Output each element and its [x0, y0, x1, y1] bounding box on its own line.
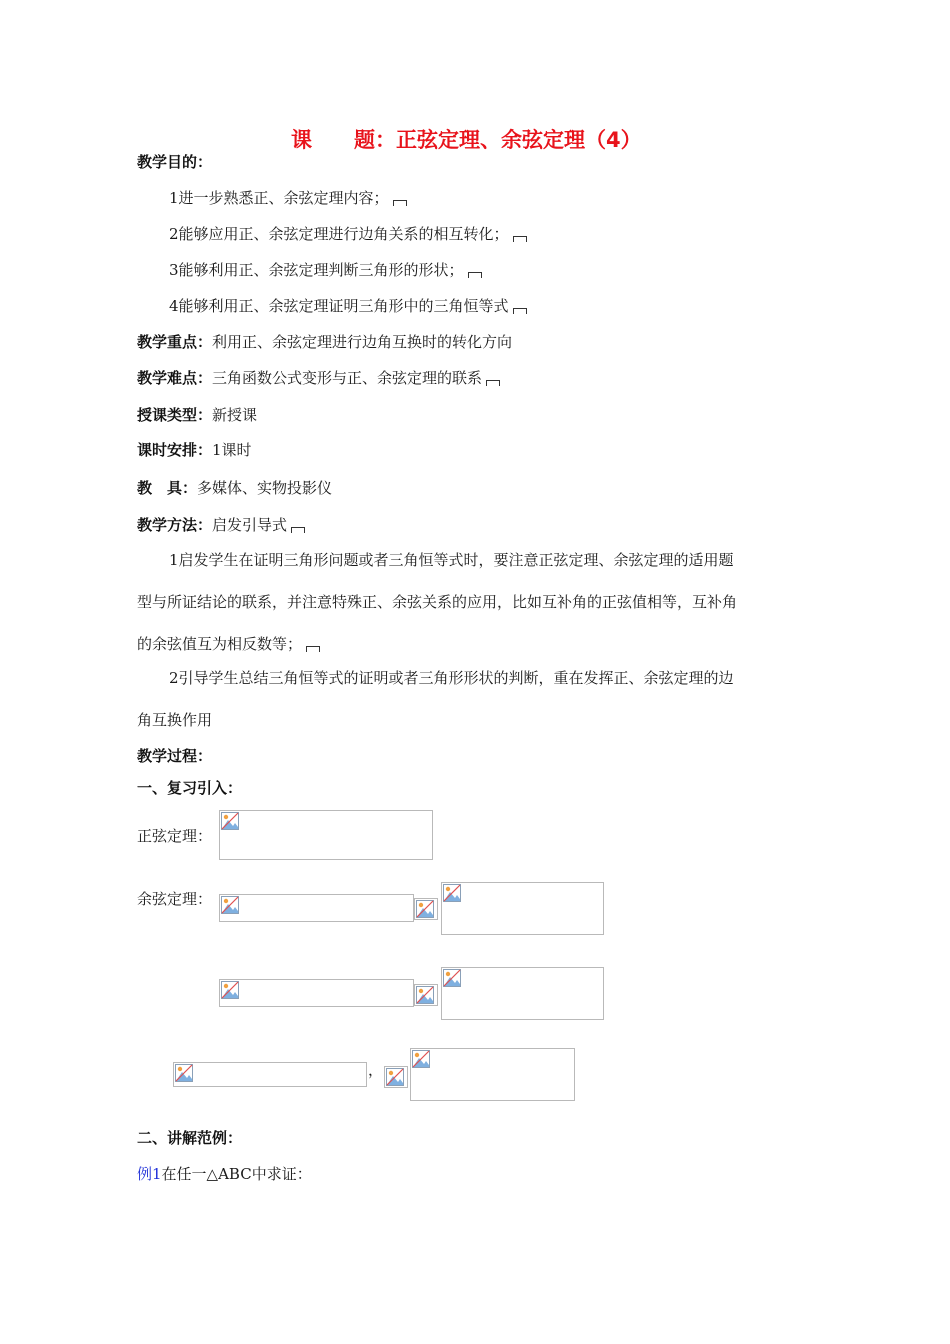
broken-image-icon [412, 1050, 430, 1068]
broken-image-icon [221, 896, 239, 914]
broken-image-icon [175, 1064, 193, 1082]
schedule: 课时安排：1课时 [137, 441, 252, 459]
paragraph-mark-icon [393, 200, 407, 206]
broken-image-icon [416, 900, 434, 918]
objectives-heading: 教学目的： [137, 153, 213, 171]
sine-law-label: 正弦定理： [137, 827, 213, 845]
cosine-formula-image-5 [414, 984, 438, 1006]
method-para2-line2: 角互换作用 [137, 711, 213, 729]
page-title: 课 题：正弦定理、余弦定理（4） [291, 128, 642, 152]
formula-comma: ， [368, 1061, 384, 1079]
method-para1-line1: 1启发学生在证明三角形问题或者三角恒等式时，要注意正弦定理、余弦定理的适用题 [169, 551, 734, 569]
process-heading: 教学过程： [137, 747, 213, 765]
teaching-method: 教学方法：启发引导式 [137, 515, 305, 535]
broken-image-icon [386, 1068, 404, 1086]
paragraph-mark-icon [486, 380, 500, 386]
cosine-formula-image-9 [410, 1048, 575, 1101]
key-point: 教学重点：利用正、余弦定理进行边角互换时的转化方向 [137, 333, 513, 351]
cosine-formula-image-3 [441, 882, 604, 935]
paragraph-mark-icon [291, 527, 305, 533]
cosine-formula-image-8 [384, 1066, 408, 1088]
method-para1-line3: 的余弦值互为相反数等； [137, 634, 320, 654]
paragraph-mark-icon [468, 272, 482, 278]
cosine-law-label: 余弦定理： [137, 890, 213, 908]
example-1-label: 例1 [137, 1165, 162, 1183]
paragraph-mark-icon [513, 236, 527, 242]
example-1: 例1在任一△ABC中求证： [137, 1165, 312, 1183]
teaching-tools: 教 具：多媒体、实物投影仪 [137, 479, 333, 497]
cosine-formula-image-2 [414, 898, 438, 920]
cosine-formula-image-4 [219, 979, 414, 1007]
cosine-formula-image-1 [219, 894, 414, 922]
method-para1-line2: 型与所证结论的联系，并注意特殊正、余弦关系的应用，比如互补角的正弦值相等，互补角 [137, 593, 738, 611]
method-para2-line1: 2引导学生总结三角恒等式的证明或者三角形形状的判断，重在发挥正、余弦定理的边 [169, 669, 734, 687]
broken-image-icon [443, 969, 461, 987]
broken-image-icon [221, 981, 239, 999]
objective-item-1: 1进一步熟悉正、余弦定理内容； [169, 188, 407, 208]
broken-image-icon [443, 884, 461, 902]
cosine-formula-image-6 [441, 967, 604, 1020]
paragraph-mark-icon [306, 646, 320, 652]
objective-item-3: 3能够利用正、余弦定理判断三角形的形状； [169, 260, 482, 280]
broken-image-icon [416, 986, 434, 1004]
objective-item-2: 2能够应用正、余弦定理进行边角关系的相互转化； [169, 224, 527, 244]
broken-image-icon [221, 812, 239, 830]
paragraph-mark-icon [513, 308, 527, 314]
lesson-type: 授课类型：新授课 [137, 406, 258, 424]
section-examples-heading: 二、讲解范例： [137, 1129, 243, 1147]
difficulty: 教学难点：三角函数公式变形与正、余弦定理的联系 [137, 368, 500, 388]
cosine-formula-image-7 [173, 1062, 367, 1087]
section-review-heading: 一、复习引入： [137, 779, 243, 797]
objective-item-4: 4能够利用正、余弦定理证明三角形中的三角恒等式 [169, 296, 527, 316]
sine-law-formula-image [219, 810, 433, 860]
